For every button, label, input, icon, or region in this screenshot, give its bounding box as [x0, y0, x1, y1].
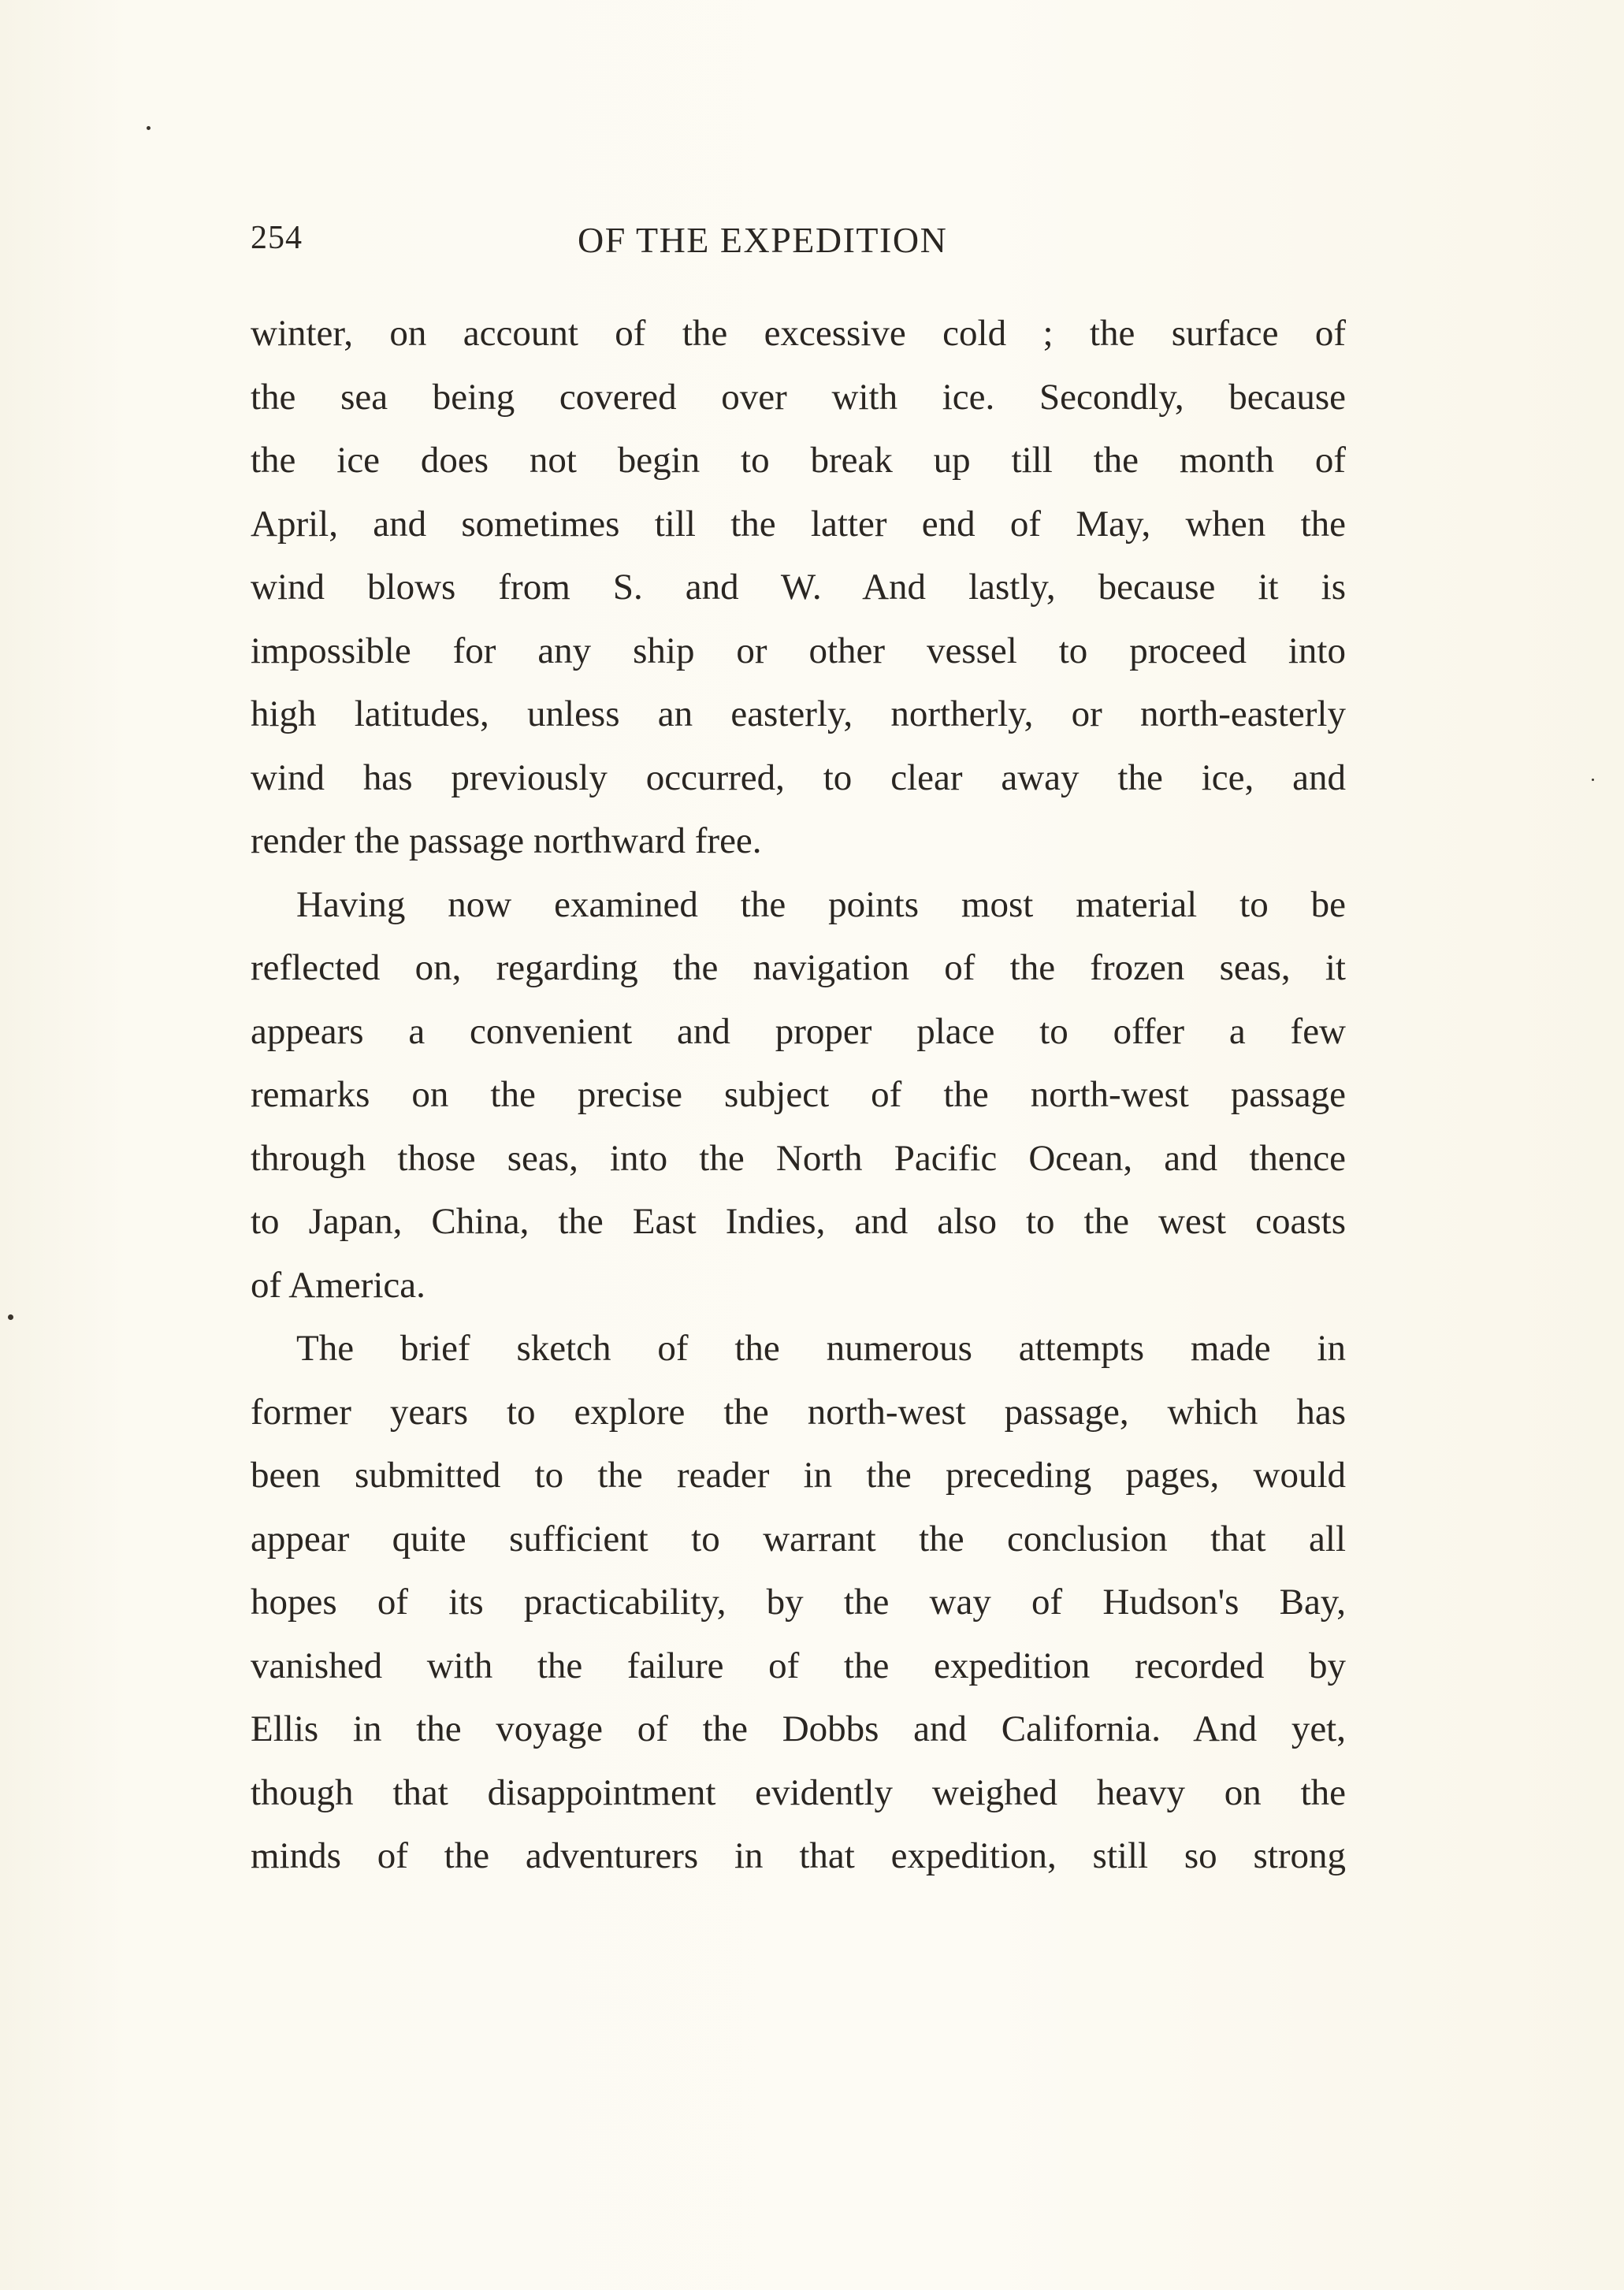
- text-line: been submitted to the reader in the preceding pages, would: [251, 1455, 1346, 1496]
- text-line: April, and sometimes till the latter end of May, when the: [251, 503, 1346, 545]
- text-line: to Japan, China, the East Indies, and also to the west coasts: [251, 1201, 1346, 1242]
- text-line: the ice does not begin to break up till the month of: [251, 440, 1346, 481]
- text-line: minds of the adventurers in that expedition, still so strong: [251, 1835, 1346, 1876]
- text-line: high latitudes, unless an easterly, northerly, or north-easterly: [251, 693, 1346, 734]
- text-line: render the passage northward free.: [251, 820, 762, 861]
- text-line: reflected on, regarding the navigation of the frozen seas, it: [251, 947, 1346, 988]
- text-line: of America.: [251, 1264, 426, 1306]
- running-head: OF THE EXPEDITION: [578, 220, 948, 260]
- text-line: impossible for any ship or other vessel to proceed into: [251, 630, 1346, 671]
- text-line: through those seas, into the North Pacific Ocean, and thence: [251, 1137, 1346, 1179]
- text-line: wind has previously occurred, to clear away the ice, and: [251, 757, 1346, 798]
- paper-speck: [8, 1314, 13, 1320]
- text-line: appears a convenient and proper place to offer a few: [251, 1010, 1346, 1052]
- paragraph-start-line: Having now examined the points most material to be: [296, 883, 1346, 925]
- text-line: wind blows from S. and W. And lastly, because it is: [251, 567, 1346, 608]
- paragraph-start-line: The brief sketch of the numerous attempts made in: [296, 1328, 1346, 1369]
- text-line: remarks on the precise subject of the north-west passage: [251, 1074, 1346, 1115]
- text-line: hopes of its practicability, by the way of Hudson's Bay,: [251, 1582, 1346, 1623]
- text-line: the sea being covered over with ice. Secondly, because: [251, 376, 1346, 418]
- text-line: vanished with the failure of the expedition recorded by: [251, 1645, 1346, 1686]
- page-header: [251, 219, 1354, 266]
- paper-speck: [147, 126, 151, 130]
- text-line: Ellis in the voyage of the Dobbs and California. And yet,: [251, 1708, 1346, 1749]
- body-text: [251, 302, 1346, 1888]
- text-line: though that disappointment evidently weighed heavy on the: [251, 1771, 1346, 1813]
- text-line: appear quite sufficient to warrant the conclusion that all: [251, 1518, 1346, 1560]
- text-line: winter, on account of the excessive cold ; the surface of: [251, 313, 1346, 354]
- text-line: former years to explore the north-west passage, which has: [251, 1391, 1346, 1433]
- page-number: 254: [251, 220, 303, 256]
- paper-speck: [1592, 779, 1594, 781]
